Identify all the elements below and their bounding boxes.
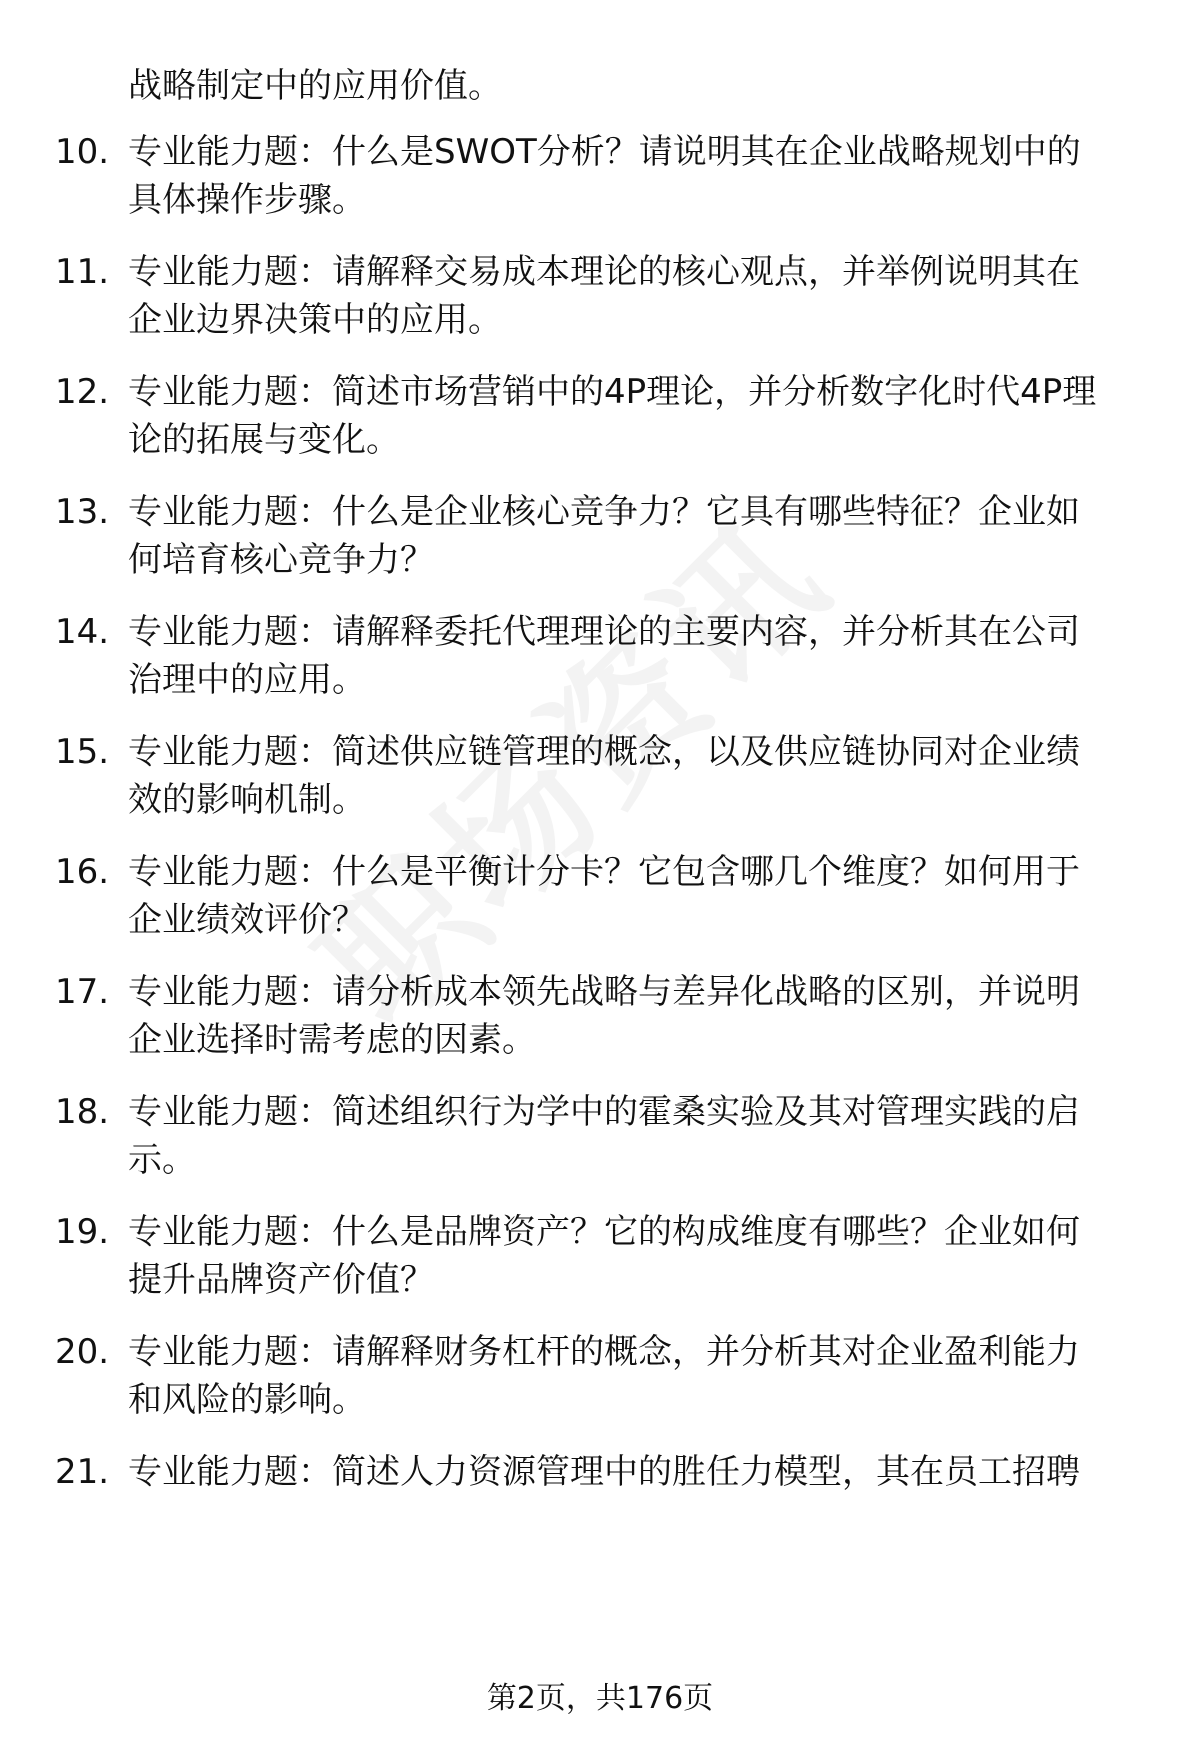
item-text-line: 示。 [128,1140,196,1180]
item-text-line: 专业能力题：什么是平衡计分卡？它包含哪几个维度？如何用于 [128,852,1080,892]
item-number: 13. [55,492,110,532]
item-text-line: 专业能力题：简述市场营销中的4P理论，并分析数字化时代4P理 [128,372,1097,412]
item-text-line: 提升品牌资产价值？ [128,1260,434,1300]
item-text-line: 专业能力题：简述人力资源管理中的胜任力模型，其在员工招聘 [128,1452,1080,1492]
item-text [128,128,1148,224]
item-text-line: 专业能力题：请解释委托代理理论的主要内容，并分析其在公司 [128,612,1080,652]
item-text [128,608,1148,704]
item-text [128,728,1148,824]
item-text-line: 何培育核心竞争力？ [128,540,434,580]
item-text-line: 和风险的影响。 [128,1380,366,1420]
item-number: 14. [55,612,110,652]
item-text [128,1448,1148,1496]
item-text-line: 专业能力题：请解释财务杠杆的概念，并分析其对企业盈利能力 [128,1332,1080,1372]
item-text-line: 论的拓展与变化。 [128,420,400,460]
item-text-line: 企业绩效评价？ [128,900,366,940]
item-number: 10. [55,132,110,172]
item-text [128,1088,1148,1184]
item-text [128,248,1148,344]
item-text [128,968,1148,1064]
item-number: 19. [55,1212,110,1252]
item-number: 20. [55,1332,110,1372]
item-text-line: 具体操作步骤。 [128,180,366,220]
continuation-line: 战略制定中的应用价值。 [128,66,502,106]
item-text-line: 效的影响机制。 [128,780,366,820]
item-text [128,1208,1148,1304]
item-text [128,1328,1148,1424]
item-number: 11. [55,252,110,292]
item-number: 21. [55,1452,110,1492]
item-number: 18. [55,1092,110,1132]
item-number: 12. [55,372,110,412]
item-text [128,848,1148,944]
item-text-line: 专业能力题：简述组织行为学中的霍桑实验及其对管理实践的启 [128,1092,1080,1132]
page-footer: 第2页，共176页 [486,1681,714,1716]
item-text [128,368,1148,464]
item-text-line: 专业能力题：请解释交易成本理论的核心观点，并举例说明其在 [128,252,1080,292]
item-text-line: 企业边界决策中的应用。 [128,300,502,340]
item-number: 17. [55,972,110,1012]
item-text-line: 专业能力题：什么是企业核心竞争力？它具有哪些特征？企业如 [128,492,1080,532]
item-number: 16. [55,852,110,892]
item-text-line: 专业能力题：简述供应链管理的概念，以及供应链协同对企业绩 [128,732,1080,772]
item-text-line: 治理中的应用。 [128,660,366,700]
item-text-line: 专业能力题：什么是品牌资产？它的构成维度有哪些？企业如何 [128,1212,1080,1252]
item-number: 15. [55,732,110,772]
item-text [128,488,1148,584]
item-text-line: 专业能力题：请分析成本领先战略与差异化战略的区别，并说明 [128,972,1080,1012]
item-text-line: 企业选择时需考虑的因素。 [128,1020,536,1060]
item-text-line: 专业能力题：什么是SWOT分析？请说明其在企业战略规划中的 [128,132,1081,172]
